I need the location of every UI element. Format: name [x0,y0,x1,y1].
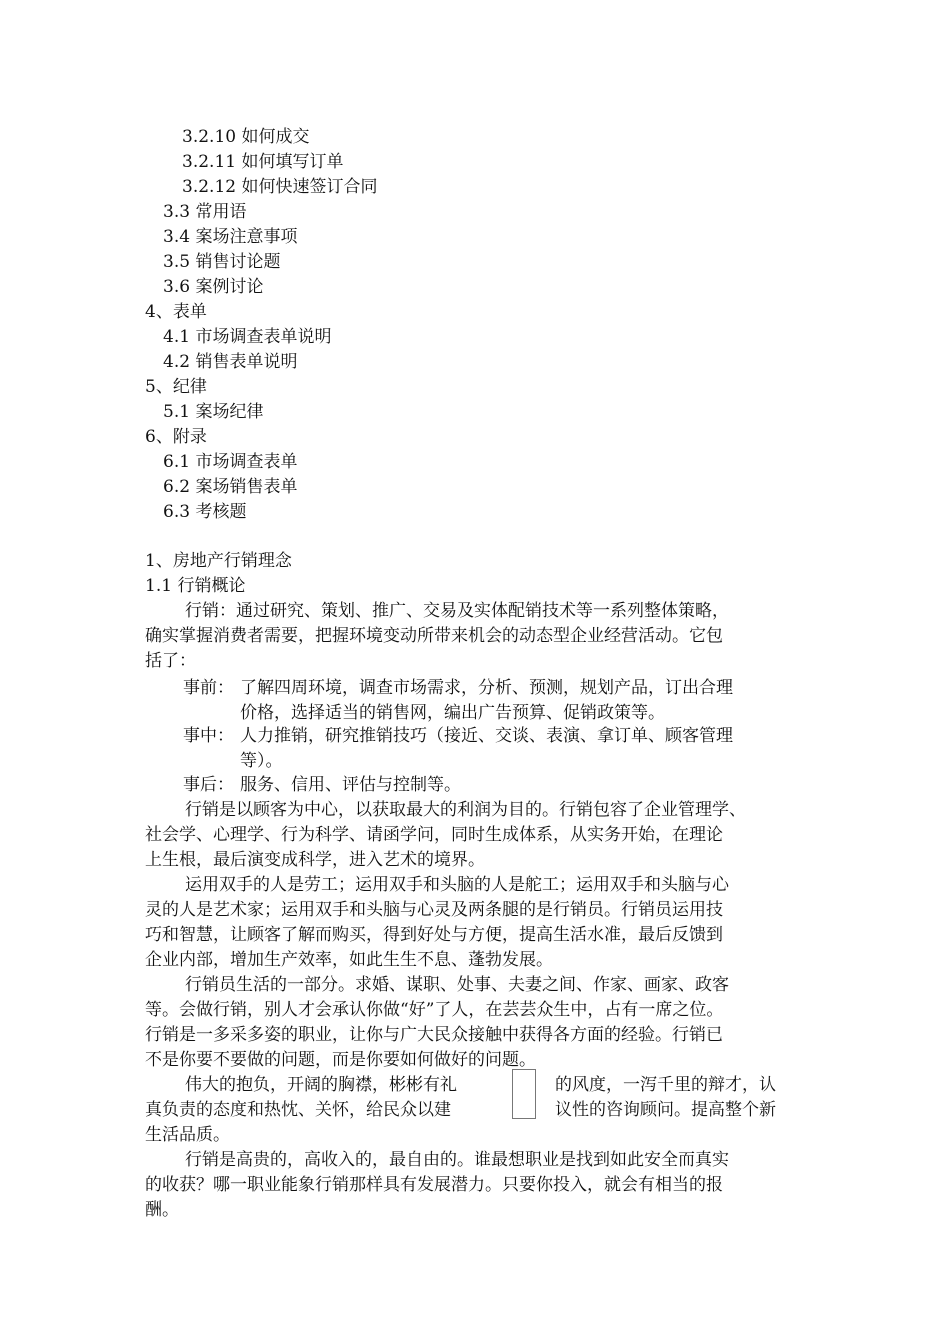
toc-item: 3.2.10 如何成交 [182,127,310,147]
intro-line: 括了： [145,651,196,671]
toc-item: 4.2 销售表单说明 [163,352,298,372]
paragraph-line: 的风度，一泻千里的辩才，认 [555,1075,776,1095]
paragraph-line: 伟大的抱负，开阔的胸襟，彬彬有礼 [185,1075,457,1095]
toc-item: 6.3 考核题 [163,502,247,522]
phase-term: 事后： [183,775,234,795]
toc-item: 6.2 案场销售表单 [163,477,298,497]
paragraph-line: 议性的咨询顾问。提高整个新 [555,1100,776,1120]
paragraph-line: 行销是高贵的，高收入的，最自由的。谁最想职业是找到如此安全而真实 [185,1150,729,1170]
toc-item: 3.5 销售讨论题 [163,252,281,272]
paragraph-line: 生活品质。 [145,1125,230,1145]
paragraph-line: 酬。 [145,1200,179,1220]
toc-item: 3.4 案场注意事项 [163,227,298,247]
phase-desc: 等）。 [240,751,283,771]
phase-desc: 价格，选择适当的销售网，编出广告预算、促销政策等。 [240,703,665,723]
toc-item: 3.2.11 如何填写订单 [182,152,344,172]
paragraph-line: 上生根，最后演变成科学，进入艺术的境界。 [145,850,485,870]
toc-item: 4、表单 [145,302,207,322]
paragraph-line: 真负责的态度和热忱、关怀，给民众以建 [145,1100,451,1120]
toc-item: 5、纪律 [145,377,207,397]
section-title: 1、房地产行销理念 [145,551,292,571]
paragraph-line: 不是你要不要做的问题，而是你要如何做好的问题。 [145,1050,536,1070]
toc-item: 6、附录 [145,427,207,447]
phase-desc: 了解四周环境，调查市场需求，分析、预测，规划产品，订出合理 [240,678,733,698]
paragraph-line: 行销是一多采多姿的职业，让你与广大民众接触中获得各方面的经验。行销已 [145,1025,723,1045]
toc-item: 5.1 案场纪律 [163,402,264,422]
paragraph-line: 行销员生活的一部分。求婚、谋职、处事、夫妻之间、作家、画家、政客 [185,975,729,995]
toc-item: 4.1 市场调查表单说明 [163,327,332,347]
empty-frame-box [512,1069,536,1119]
toc-item: 3.6 案例讨论 [163,277,264,297]
phase-desc: 人力推销，研究推销技巧（接近、交谈、表演、拿订单、顾客管理 [240,726,733,746]
paragraph-line: 运用双手的人是劳工；运用双手和头脑的人是舵工；运用双手和头脑与心 [185,875,729,895]
paragraph-line: 灵的人是艺术家；运用双手和头脑与心灵及两条腿的是行销员。行销员运用技 [145,900,723,920]
section-subtitle: 1.1 行销概论 [145,576,246,596]
phase-desc: 服务、信用、评估与控制等。 [240,775,461,795]
paragraph-line: 等。会做行销，别人才会承认你做“好”了人，在芸芸众生中，占有一席之位。 [145,1000,724,1020]
paragraph-line: 企业内部，增加生产效率，如此生生不息、蓬勃发展。 [145,950,553,970]
paragraph-line: 社会学、心理学、行为科学、请函学问，同时生成体系，从实务开始，在理论 [145,825,723,845]
phase-term: 事中： [183,726,234,746]
intro-line: 行销：通过研究、策划、推广、交易及实体配销技术等一系列整体策略， [185,601,729,621]
paragraph-line: 的收获？哪一职业能象行销那样具有发展潜力。只要你投入，就会有相当的报 [145,1175,723,1195]
toc-item: 3.2.12 如何快速签订合同 [182,177,378,197]
paragraph-line: 行销是以顾客为中心，以获取最大的利润为目的。行销包容了企业管理学、 [185,800,746,820]
phase-term: 事前： [183,678,234,698]
toc-item: 3.3 常用语 [163,202,247,222]
intro-line: 确实掌握消费者需要，把握环境变动所带来机会的动态型企业经营活动。它包 [145,626,723,646]
toc-item: 6.1 市场调查表单 [163,452,298,472]
paragraph-line: 巧和智慧，让顾客了解而购买，得到好处与方便，提高生活水准，最后反馈到 [145,925,723,945]
